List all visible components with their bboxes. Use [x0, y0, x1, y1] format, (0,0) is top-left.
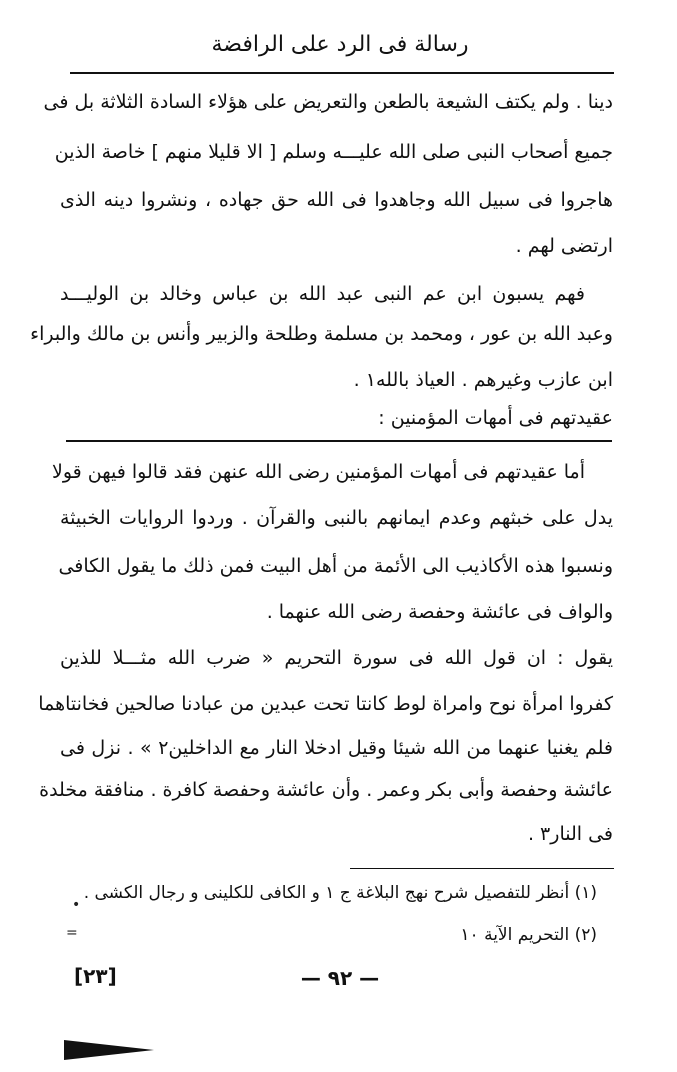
text-line: ابن عازب وغيرهم . العياذ بالله١ . [353, 369, 613, 391]
text-line: فى النار٣ . [527, 823, 613, 845]
scan-mark: = [66, 925, 78, 941]
text-line: يقول : ان قول الله فى سورة التحريم « ضرب الله مثـــلا للذين [60, 647, 613, 669]
text-line: وعبد الله بن عور ، ومحمد بن مسلمة وطلحة والزبير وأنس بن مالك والبراء [30, 323, 613, 345]
text-line: هاجروا فى سبيل الله وجاهدوا فى الله حق جهاده ، ونشروا دينه الذى [60, 189, 613, 211]
text-line: فلم يغنيا عنهما من الله شيئا وقيل ادخلا النار مع الداخلين٢ » . نزل فى [60, 737, 613, 759]
footnote: (١) أنظر للتفصيل شرح نهج البلاغة ج ١ و الكافى للكلينى و رجال الكشى . [83, 883, 597, 903]
text-line: دينا . ولم يكتف الشيعة بالطعن والتعريض على هؤلاء السادة الثلاثة بل فى [43, 91, 613, 113]
text-line: أما عقيدتهم فى أمهات المؤمنين رضى الله عنهن فقد قالوا فيهن قولا [52, 461, 585, 483]
section-heading: عقيدتهم فى أمهات المؤمنين : [378, 407, 613, 429]
text-line: والواف فى عائشة وحفصة رضى الله عنهما . [266, 601, 613, 623]
scan-mark: • [72, 897, 81, 913]
bracket-page-number: [٢٣] [74, 964, 117, 988]
header-rule [70, 72, 614, 74]
text-line: ارتضى لهم . [515, 235, 613, 257]
scan-edge-shadow [64, 1040, 154, 1060]
page-number: — ٩٢ — [300, 966, 380, 990]
footnote-rule [350, 868, 614, 869]
section-rule [66, 440, 612, 442]
running-header-title: رسالة فى الرد على الرافضة [211, 32, 469, 57]
footnote: (٢) التحريم الآية ١٠ [460, 925, 597, 945]
text-line: كفروا امرأة نوح وامراة لوط كانتا تحت عبدين من عبادنا صالحين فخانتاهما [38, 693, 613, 715]
text-line: جميع أصحاب النبى صلى الله عليـــه وسلم [ الا قليلا منهم ] خاصة الذين [54, 141, 613, 163]
text-line: عائشة وحفصة وأبى بكر وعمر . وأن عائشة وحفصة كافرة . منافقة مخلدة [39, 779, 613, 801]
text-line: ونسبوا هذه الأكاذيب الى الأئمة من أهل البيت فمن ذلك ما يقول الكافى [58, 555, 613, 577]
text-line: يدل على خبثهم وعدم ايمانهم بالنبى والقرآن . وردوا الروايات الخبيثة [60, 507, 613, 529]
text-line: فهم يسبون ابن عم النبى عبد الله بن عباس وخالد بن الوليـــد [60, 283, 585, 305]
